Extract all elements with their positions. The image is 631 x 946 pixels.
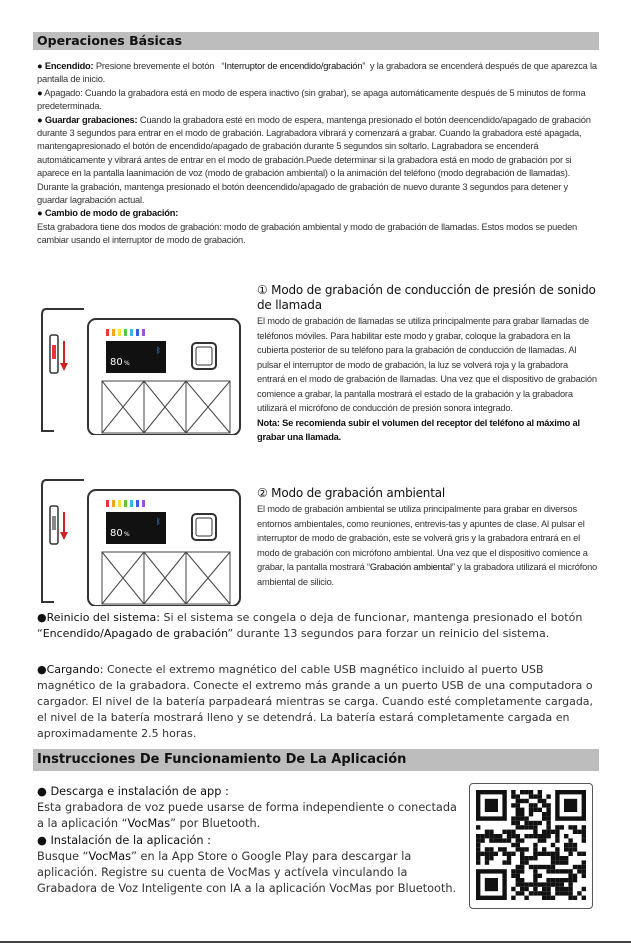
bluetooth-icon: ᛒ — [156, 346, 161, 355]
battery-unit: % — [124, 531, 130, 538]
led-indicator — [106, 329, 109, 336]
led-indicator — [142, 500, 145, 507]
bluetooth-icon: ᛒ — [156, 517, 161, 526]
device-illustration-call-mode — [40, 305, 246, 435]
reset-paragraph — [37, 610, 597, 642]
led-indicator — [124, 329, 127, 336]
install-label: ● Instalación de la aplicación : — [37, 833, 211, 847]
section-header-basic-ops: Operaciones Básicas — [33, 32, 599, 50]
install-text-a: Busque “ — [37, 849, 89, 863]
mode2-block — [257, 486, 597, 589]
power-off-text: Apagado: Cuando la grabadora está en modo de espera inactivo (sin grabar), se apaga automáticamente después de 5 minutos de forma predeterminada. — [37, 87, 586, 112]
charging-paragraph — [37, 662, 597, 742]
save-paragraph: ● Guardar grabaciones: Cuando la grabadora esté en modo de espera, mantenga presionado el botón deencendido/apagado de grabación durante 3 segundos para entrar en el modo de grabación. Lagrabadora vibrará y comenzará a grabar. Cuando la grabadora esté apagada, mantengapresionado el botón de encendido/apagado de grabación durante 5 segundos sin soltarlo. Lagrabadora se encenderá automáticamente y vibrará antes de entrar en el modo de grabación.Puede determinar si la grabadora está en modo de grabación por si aparece en la pantalla laanimación de voz (modo de grabación ambiental) o la animación del teléfono (modo degrabación de llamadas). Durante la grabación, mantenga presionado el botón deencendido/apagado de grabación de nuevo durante 3 segundos para detener y guardar lagrabación actual. — [37, 114, 591, 206]
section-header-app: Instrucciones De Funcionamiento De La Aplicación — [33, 749, 599, 771]
charging-label: ●Cargando: — [37, 663, 104, 676]
bottom-rule — [0, 941, 631, 943]
power-on-text-a: Presione brevemente el botón “ — [93, 61, 225, 71]
led-indicator — [106, 500, 109, 507]
power-on-paragraph: ● Encendido: Presione brevemente el botón “Interruptor de encendido/grabación” y la grabadora se encenderá después de que aparezca la pantalla de inicio. — [37, 61, 597, 85]
app-name: VocMas — [127, 817, 171, 831]
led-indicator — [142, 329, 145, 336]
reset-button-name: Encendido/Apagado de grabación — [42, 627, 228, 640]
switch-label: Cambio de modo de grabación: — [44, 208, 179, 219]
led-indicator — [130, 329, 133, 336]
qr-code-image — [470, 784, 592, 908]
led-indicator — [124, 500, 127, 507]
mode1-title: ① Modo de grabación de conducción de presión de sonido de llamada — [257, 283, 596, 312]
reset-text-a: Si el sistema se congela o deja de funcionar, mantenga presionado el botón “ — [37, 611, 583, 640]
download-text — [37, 800, 457, 832]
led-indicator — [112, 500, 115, 507]
power-on-button-name: Interruptor de encendido/grabación — [224, 61, 363, 71]
power-off-paragraph: ● Apagado: Cuando la grabadora está en modo de espera inactivo (sin grabar), se apaga automáticamente después de 5 minutos de forma predeterminada. — [37, 87, 586, 112]
led-indicator — [118, 500, 121, 507]
switch-text: Esta grabadora tiene dos modos de grabación: modo de grabación ambiental y modo de grabación de llamadas. Estos modos se pueden cambiar usando el interruptor de modo de grabación. — [37, 221, 578, 246]
led-indicator — [112, 329, 115, 336]
charging-text: Conecte el extremo magnético del cable USB magnético incluido al puerto USB magnético de la grabadora. Conecte el extremo más grande a un puerto USB de una computadora o cargador. El nivel de la batería parpadeará mientras se carga. Cuando esté completamente cargada, el nivel de la batería mostrará lleno y se detendrá. La batería estará completamente cargada en aproximadamente 2.5 horas. — [37, 663, 594, 740]
download-label: ● Descarga e instalación de app : — [37, 785, 229, 798]
basic-ops-body — [37, 60, 597, 248]
mode2-highlight: Grabación ambiental — [369, 562, 452, 572]
app-name: VocMas — [88, 849, 132, 863]
download-text-b: ” por Bluetooth. — [170, 817, 261, 831]
mode2-title: ② Modo de grabación ambiental — [257, 486, 445, 500]
qr-code — [469, 783, 593, 909]
mode2-text-a: El modo de grabación ambiental se utiliza principalmente para grabar en diversos entornos ambientales, como reuniones, entrevis-tas y apuntes de clase. Al pulsar el interruptor de modo de grabación, este se volverá gris y la grabadora entrará en el modo de grabación con micrófono ambiental. Una vez que el dispositivo comience a grabar, la pantalla mostrará “ — [257, 504, 588, 572]
mode1-block — [257, 283, 597, 445]
led-indicator — [118, 329, 121, 336]
power-on-label: Encendido: — [44, 61, 94, 71]
power-on-text-b: ” y la grabadora se encenderá después de que aparezca la pantalla de inicio. — [37, 61, 597, 85]
reset-text-b: ” durante 13 segundos para forzar un reinicio del sistema. — [227, 627, 550, 640]
battery-readout: 80 — [110, 528, 123, 539]
led-indicator — [136, 500, 139, 507]
battery-unit: % — [124, 360, 130, 367]
install-text-b: ” en la App Store o Google Play para descargar la aplicación. Registre su cuenta de VocMas y actívela vinculando la Grabadora de Voz Inteligente con IA a la aplicación VocMas por Bluetooth. — [37, 849, 457, 896]
mode2-text-b: ” y la grabadora utilizará el micrófono ambiental de silicio. — [257, 562, 598, 587]
app-body — [37, 784, 457, 897]
download-text-a: Esta grabadora de voz puede usarse de forma independiente o conectada a la aplicación “ — [37, 801, 457, 831]
reset-label: ●Reinicio del sistema: — [37, 611, 160, 624]
device-illustration-ambient-mode — [40, 476, 246, 606]
mode1-text: El modo de grabación de llamadas se utiliza principalmente para grabar llamadas de teléfonos móviles. Para habilitar este modo y grabar, coloque la grabadora en la cubierta posterior de su teléfono para la grabación de conducción de llamadas. Al pulsar el interruptor de modo de grabación, la luz se volverá roja y la grabadora entrará en el modo de grabación de llamadas. Una vez que el dispositivo de grabación comience a grabar, la pantalla mostrará el estado de la grabación y la grabadora utilizará el micrófono de conducción de presión sonora integrado. — [257, 316, 597, 413]
switch-label-line: ● Cambio de modo de grabación: — [37, 208, 179, 219]
save-text: Cuando la grabadora esté en modo de espera, mantenga presionado el botón deencendido/apagado de grabación durante 3 segundos para entrar en el modo de grabación. Lagrabadora vibrará y comenzará a grabar. Cuando la grabadora esté apagada, mantengapresionado el botón de encendido/apagado de grabación durante 5 segundos sin soltarlo. Lagrabadora se encenderá automáticamente y vibrará antes de entrar en el modo de grabación.Puede determinar si la grabadora está en modo de grabación por si aparece en la pantalla laanimación de voz (modo de grabación ambiental) o la animación del teléfono (modo degrabación de llamadas). Durante la grabación, mantenga presionado el botón deencendido/apagado de grabación de nuevo durante 3 segundos para detener y guardar lagrabación actual. — [37, 114, 591, 206]
led-indicator — [130, 500, 133, 507]
install-text — [37, 849, 457, 898]
mode1-note: Nota: Se recomienda subir el volumen del receptor del teléfono al máximo al grabar una llamada. — [257, 417, 580, 442]
save-label: Guardar grabaciones: — [44, 114, 138, 125]
battery-readout: 80 — [110, 357, 123, 368]
mode2-text — [257, 502, 597, 589]
led-indicator — [136, 329, 139, 336]
